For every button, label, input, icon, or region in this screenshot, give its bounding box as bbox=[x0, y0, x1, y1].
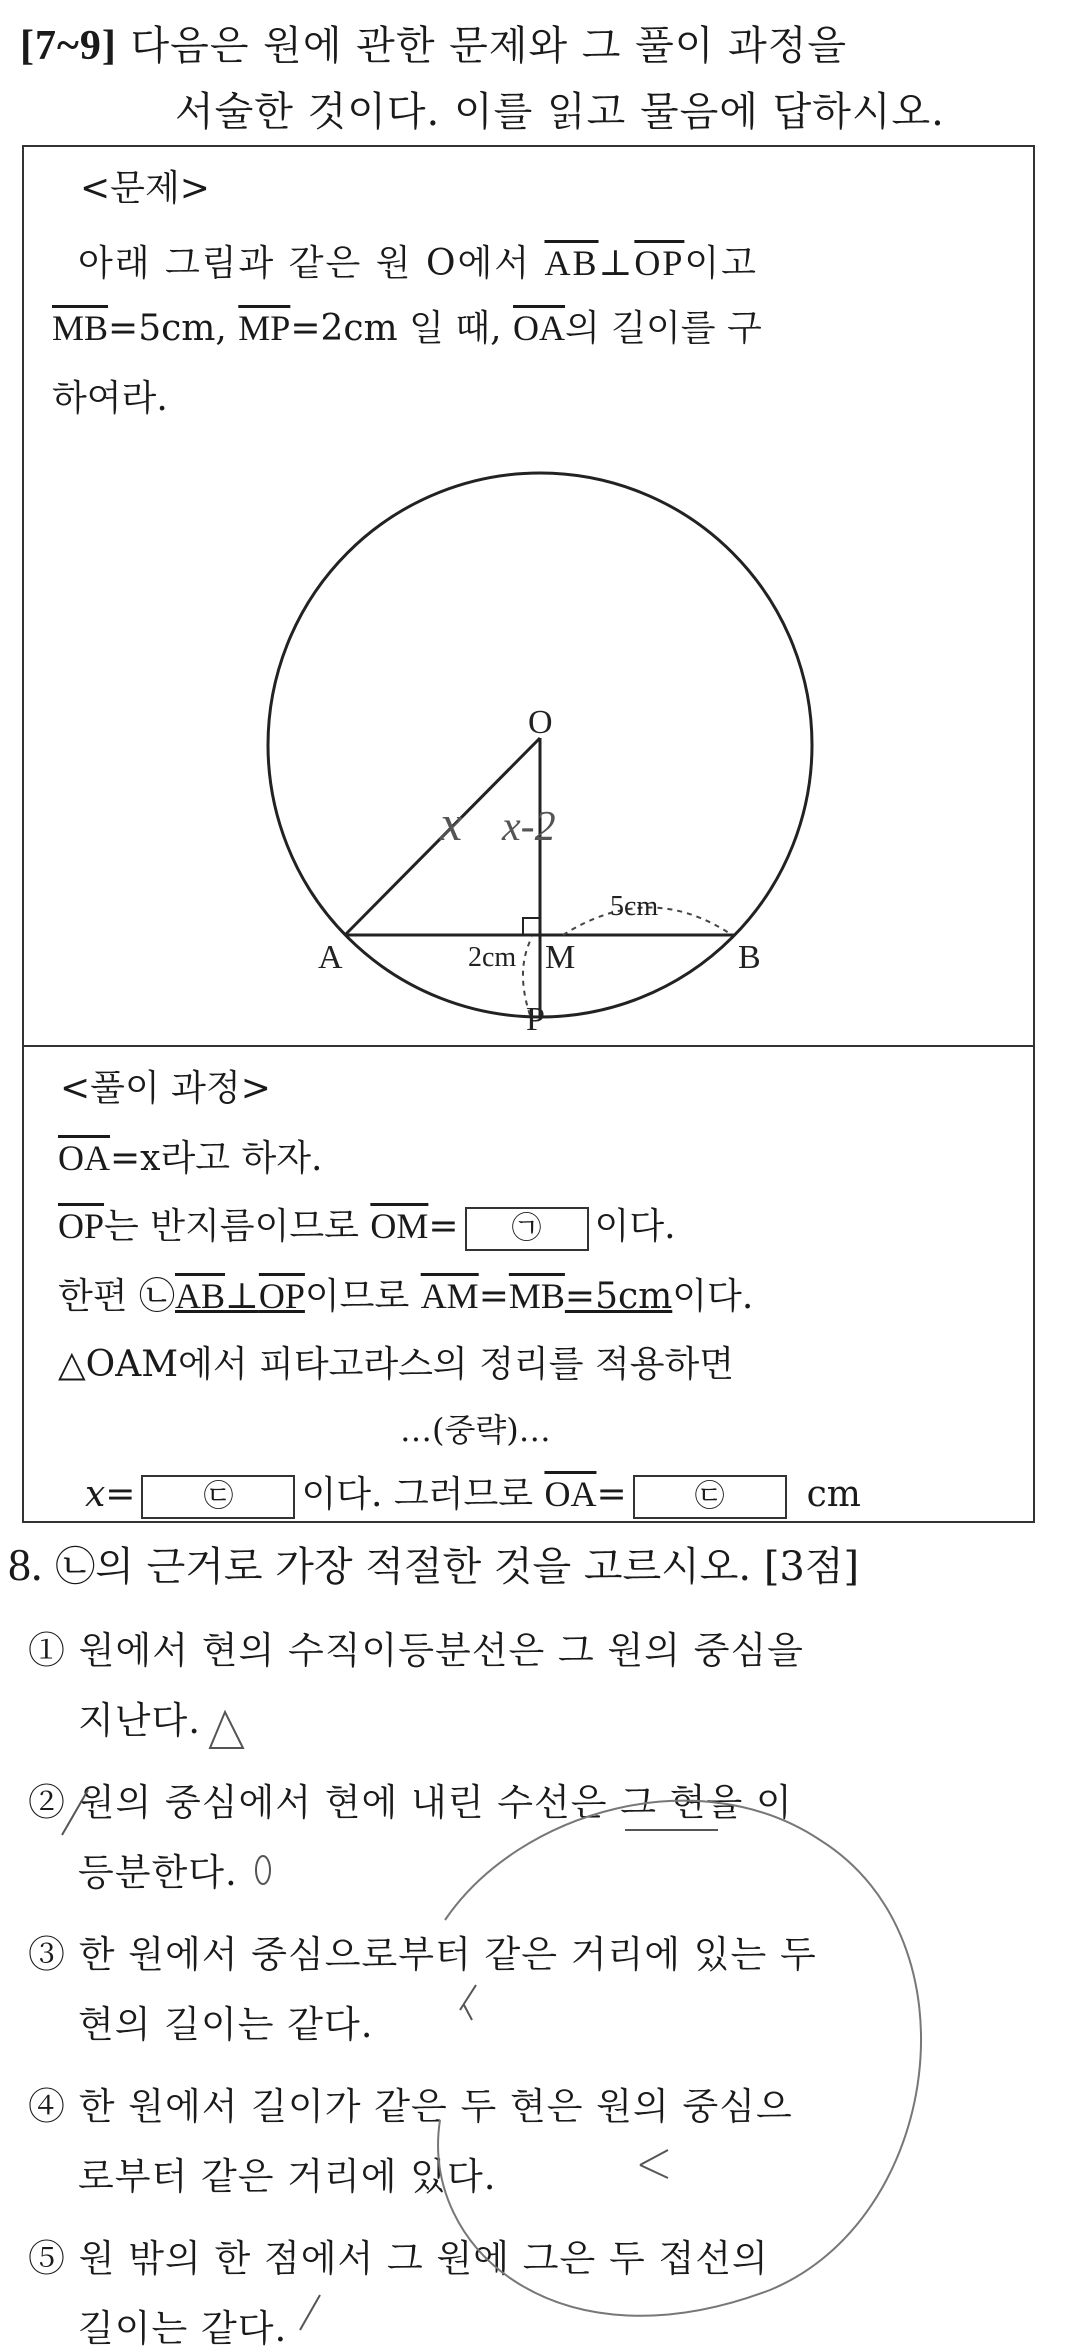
option-3-line-1[interactable]: ③ 한 원에서 중심으로부터 같은 거리에 있는 두 bbox=[28, 1933, 817, 1976]
problem-text-line-2: $\overline{MB}=5cm$, $\overline{MP}=2cm$ 일 때, $\overline{OA}$의 길이를 구 bbox=[52, 308, 762, 349]
option-2-line-1[interactable]: ② 원의 중심에서 현에 내린 수선은 그 현을 이 bbox=[28, 1781, 793, 1824]
option-4-line-1[interactable]: ④ 한 원에서 길이가 같은 두 현은 원의 중심으 bbox=[28, 2085, 793, 2128]
problem-range: [7~9] bbox=[20, 23, 117, 69]
point-a-label: A bbox=[318, 939, 343, 976]
point-o-label: O bbox=[528, 704, 553, 741]
question-number: 8. bbox=[8, 1539, 43, 1590]
solution-line-1: $\overline{OA}=x$라고 하자. bbox=[58, 1138, 323, 1179]
option-5-line-2: 길이는 같다. bbox=[78, 2307, 288, 2350]
solution-line-2: $\overline{OP}$는 반지름이므로 $\overline{OM}=$ ㉠ 이다. bbox=[58, 1198, 676, 1251]
handwritten-x-minus-2: x-2 bbox=[502, 804, 556, 850]
length-mp-label: 2cm bbox=[468, 942, 517, 973]
solution-label: <풀이 과정> bbox=[60, 1068, 271, 1109]
underlined-condition: AB⊥OP bbox=[175, 1276, 305, 1317]
problem-text-line-3: 하여라. bbox=[52, 378, 168, 419]
handwritten-x: x bbox=[440, 795, 463, 851]
question-8 bbox=[8, 1535, 859, 1592]
right-angle-mark bbox=[523, 918, 540, 935]
option-2-line-2: 등분한다. bbox=[78, 1851, 238, 1894]
question-text: ㉡의 근거로 가장 적절한 것을 고르시오. [3점] bbox=[55, 1544, 860, 1590]
point-m-label: M bbox=[545, 939, 576, 976]
circle-figure bbox=[0, 0, 1071, 1100]
answer-box-digeut-1: ㉢ bbox=[141, 1475, 295, 1519]
length-mb-label: 5cm bbox=[610, 891, 659, 922]
solution-line-3: 한편 ㉡AB⊥OP이므로 $\overline{AM}=\overline{MB}=5cm$이다. bbox=[58, 1276, 754, 1317]
header-line-2: 서술한 것이다. 이를 읽고 물음에 답하시오. bbox=[175, 89, 945, 135]
slash-mark-option-5 bbox=[300, 2295, 320, 2330]
solution-line-5: …(중략)… bbox=[400, 1411, 551, 1449]
option-4-line-2: 로부터 같은 거리에 있다. bbox=[78, 2155, 497, 2198]
circle-mark bbox=[256, 1856, 270, 1884]
point-p-label: P bbox=[526, 1001, 545, 1038]
solution-line-4: △OAM에서 피타고라스의 정리를 적용하면 bbox=[58, 1344, 735, 1385]
point-b-label: B bbox=[738, 939, 761, 976]
answer-box-digeut-2: ㉢ bbox=[633, 1475, 787, 1519]
cross-mark-option-3 bbox=[460, 1985, 476, 2020]
option-5-line-1[interactable]: ⑤ 원 밖의 한 점에서 그 원에 그은 두 접선의 bbox=[28, 2237, 769, 2280]
option-3-line-2: 현의 길이는 같다. bbox=[78, 2003, 374, 2046]
solution-line-6: x= ㉢ 이다. 그러므로 $\overline{OA}=$ ㉢ cm bbox=[85, 1466, 861, 1519]
problem-label: <문제> bbox=[80, 168, 210, 209]
header-line-1: 다음은 원에 관한 문제와 그 풀이 과정을 bbox=[130, 23, 848, 69]
answer-box-giyeok: ㉠ bbox=[465, 1207, 589, 1251]
triangle-mark bbox=[210, 1712, 243, 1748]
cross-mark-option-4 bbox=[640, 2150, 668, 2178]
option-1-line-2: 지난다. bbox=[78, 1699, 201, 1742]
option-1-line-1[interactable]: ① 원에서 현의 수직이등분선은 그 원의 중심을 bbox=[28, 1629, 804, 1672]
problem-text-line-1: 아래 그림과 같은 원 O에서 $\overline{AB}\perp\overline{OP}$이고 bbox=[78, 243, 758, 284]
